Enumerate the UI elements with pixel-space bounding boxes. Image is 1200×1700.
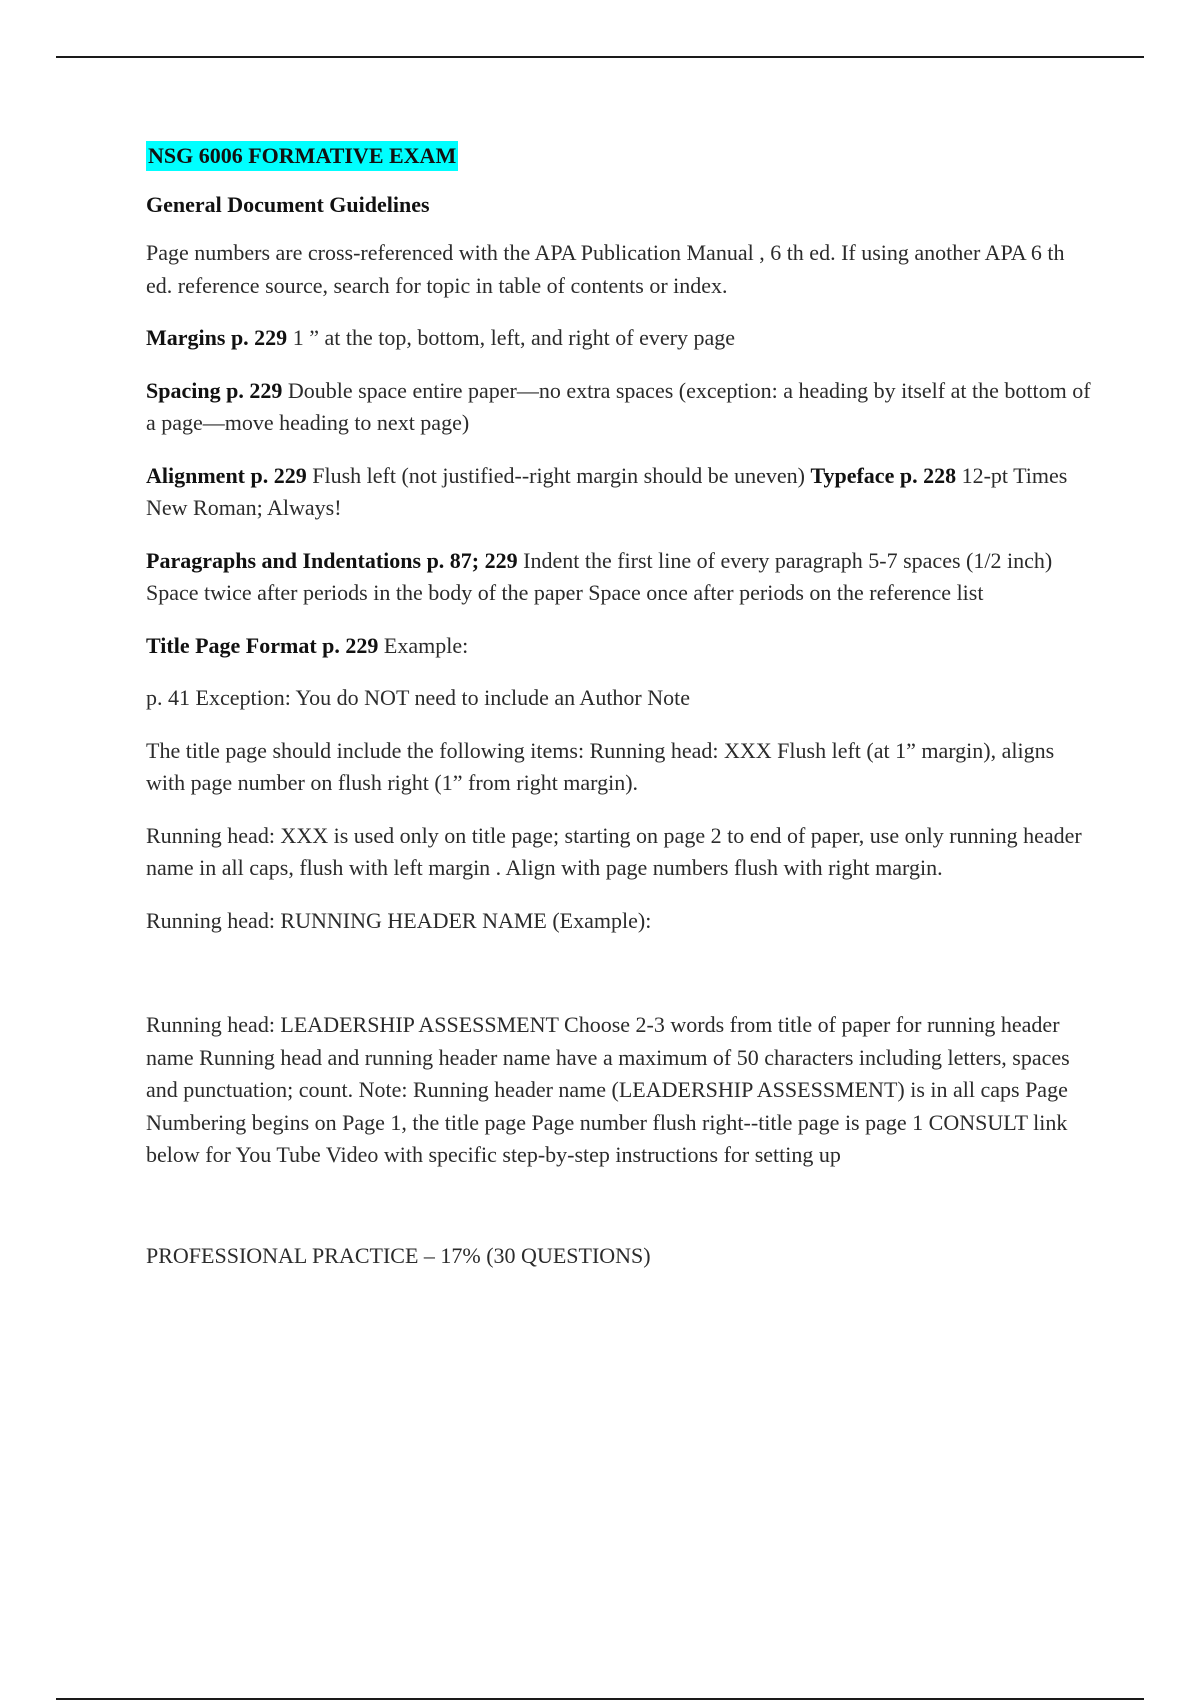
margins-label: Margins p. 229: [146, 325, 288, 350]
paragraphs-text: Indent the first line of every paragraph 5-7 spaces (1/2 inch) Space twice after periods in the body of the paper Space once after periods on the reference list: [146, 547, 1053, 605]
exception-paragraph: p. 41 Exception: You do NOT need to include an Author Note: [146, 685, 691, 710]
blank-gap: [146, 957, 1096, 1009]
title-page-label: Title Page Format p. 229: [146, 632, 379, 658]
typeface-label: Typeface p. 228: [810, 462, 957, 488]
title-items-paragraph: The title page should include the following items: Running head: XXX Flush left (at 1” margin), aligns with page number on flush right (1” from right margin).: [146, 737, 1055, 795]
paragraphs-label: Paragraphs and Indentations p. 87; 229: [146, 547, 518, 573]
running-head-detail-paragraph: Running head: LEADERSHIP ASSESSMENT Choose 2-3 words from title of paper for running header name Running head and running header name have a maximum of 50 characters including letters, spaces and punctuation; count. Note: Running header name (LEADERSHIP ASSESSMENT) is in all caps Page Numbering begins on Page 1, the title page Page number flush right--title page is page 1 CONSULT link below for You Tube Video with specific step-by-step instructions for setting up: [146, 1012, 1070, 1167]
top-rule: [56, 56, 1144, 58]
spacing-label: Spacing p. 229: [146, 377, 283, 403]
alignment-text: Flush left (not justified--right margin should be uneven): [306, 462, 811, 488]
document-body: [146, 140, 1096, 1292]
spacing-paragraph: [146, 375, 1096, 440]
running-head-usage-paragraph: Running head: XXX is used only on title page; starting on page 2 to end of paper, use only running header name in all caps, flush with left margin . Align with page numbers flush with right margin.: [146, 822, 1082, 880]
title-page-paragraph: [146, 630, 1096, 663]
exam-title: NSG 6006 FORMATIVE EXAM: [146, 141, 458, 171]
section-heading: General Document Guidelines: [146, 191, 430, 217]
alignment-label: Alignment p. 229: [146, 462, 307, 488]
spacing-text: Double space entire paper—no extra spaces (exception: a heading by itself at the bottom of a page—move heading to next page): [146, 377, 1091, 435]
paragraphs-paragraph: [146, 545, 1096, 610]
alignment-paragraph: [146, 460, 1096, 525]
intro-paragraph: Page numbers are cross-referenced with the APA Publication Manual , 6 th ed. If using another APA 6 th ed. reference source, search for topic in table of contents or index.: [146, 240, 1065, 298]
blank-gap-2: [146, 1192, 1096, 1240]
professional-practice-heading: PROFESSIONAL PRACTICE – 17% (30 QUESTIONS): [146, 1242, 651, 1268]
running-head-example-paragraph: Running head: RUNNING HEADER NAME (Example):: [146, 907, 652, 933]
margins-text: 1 ” at the top, bottom, left, and right of every page: [287, 325, 735, 350]
margins-paragraph: [146, 322, 1096, 355]
title-page-text: Example:: [378, 632, 469, 658]
typeface-text: 12-pt Times New Roman; Always!: [146, 462, 1068, 520]
